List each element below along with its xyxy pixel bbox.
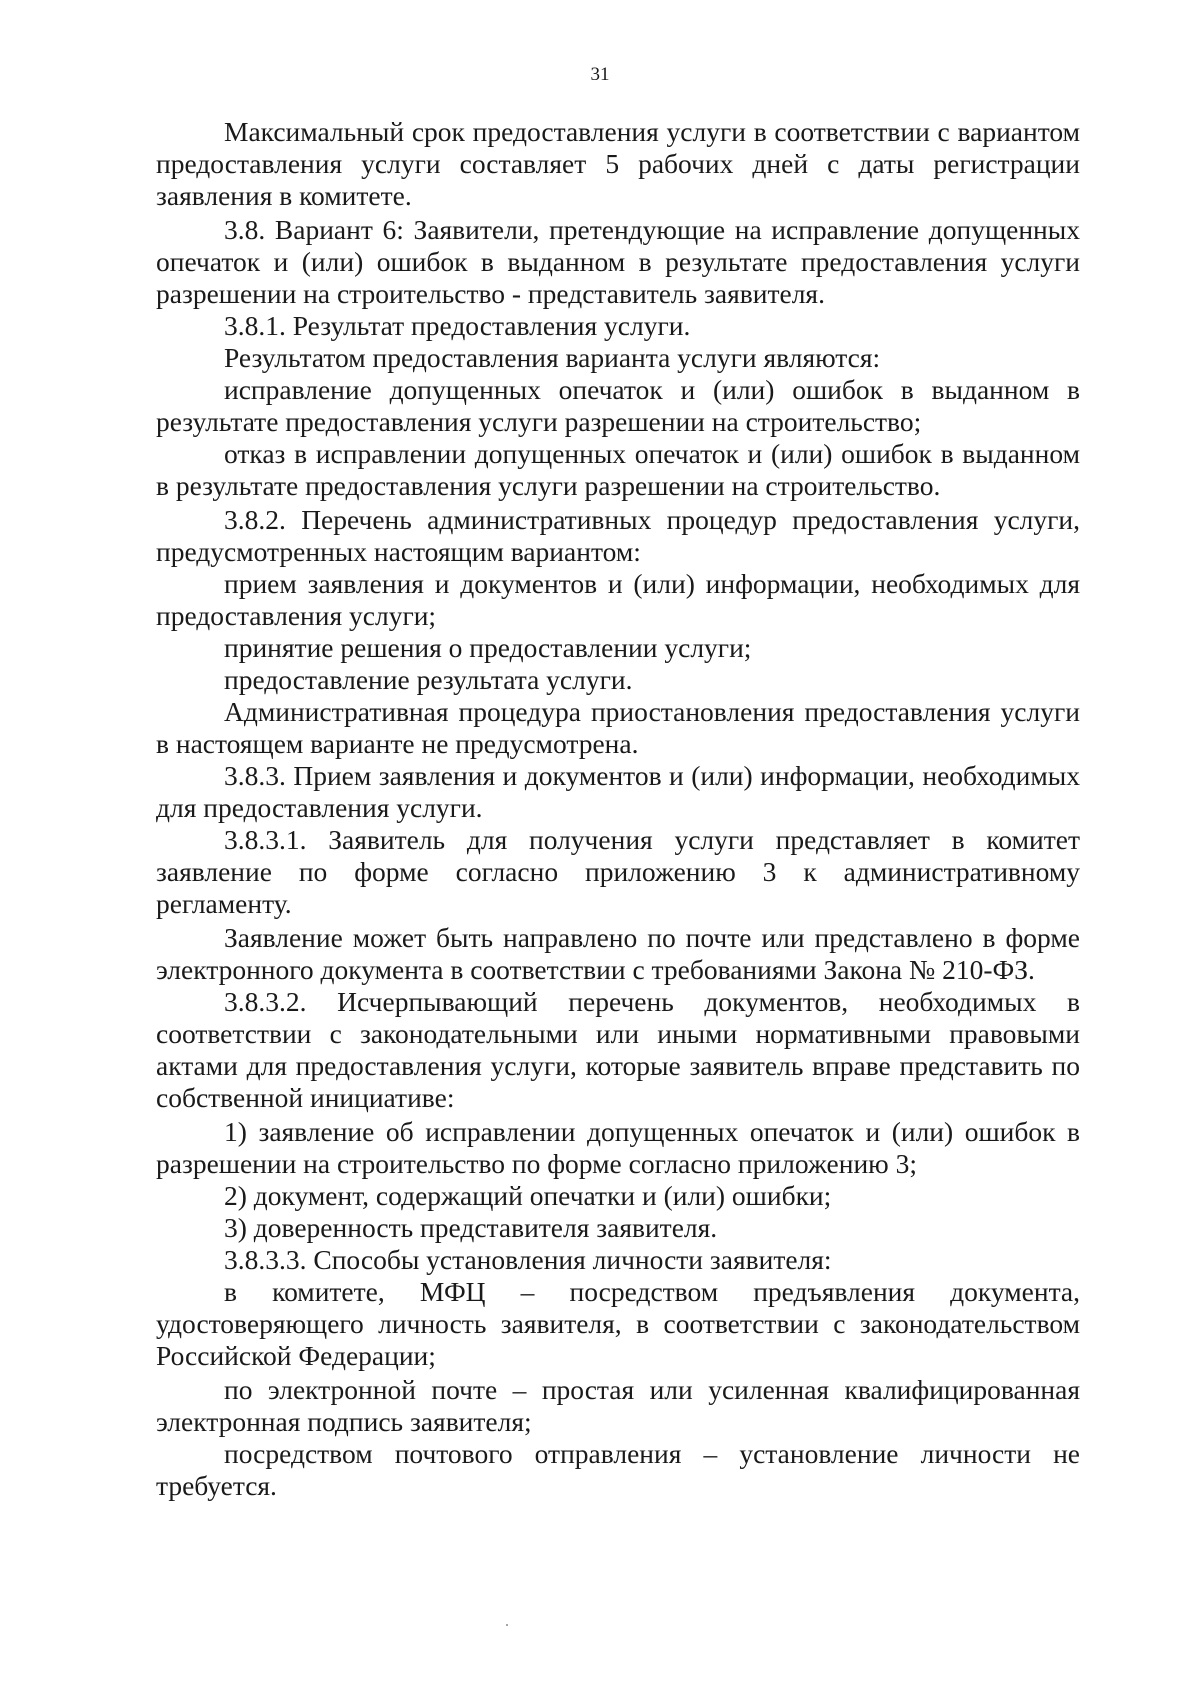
paragraph-max-term: Максимальный срок предоставления услуги в соответствии с вариантом предоставления услуги составляет 5 рабочих дней с даты регистрации заявления в комитете. xyxy=(156,116,1080,211)
paragraph-identity-email: по электронной почте – простая или усиленная квалифицированная электронная подпись заявителя; xyxy=(156,1374,1080,1437)
paragraph-submission-methods: Заявление может быть направлено по почте или представлено в форме электронного документа в соответствии с требованиями Закона № 210-ФЗ. xyxy=(156,922,1080,985)
paragraph-3-8-3-1: 3.8.3.1. Заявитель для получения услуги представляет в комитет заявление по форме согласно приложению 3 к административному регламенту. xyxy=(156,824,1080,919)
paragraph-3-8-3-heading: 3.8.3. Прием заявления и документов и (или) информации, необходимых для предоставления услуги. xyxy=(156,760,1080,823)
paragraph-doc-item-1: 1) заявление об исправлении допущенных опечаток и (или) ошибок в разрешении на строительство по форме согласно приложению 3; xyxy=(156,1116,1080,1179)
paragraph-identity-post: посредством почтового отправления – установление личности не требуется. xyxy=(156,1438,1080,1501)
scan-speck xyxy=(506,1624,508,1626)
page-number: 31 xyxy=(590,64,610,85)
paragraph-3-8-3-3-heading: 3.8.3.3. Способы установления личности заявителя: xyxy=(224,1244,832,1275)
paragraph-procedure-decision: принятие решения о предоставлении услуги; xyxy=(224,632,752,663)
document-body xyxy=(156,116,1080,1502)
paragraph-doc-item-2: 2) документ, содержащий опечатки и (или) ошибки; xyxy=(224,1180,832,1211)
paragraph-3-8-3-2: 3.8.3.2. Исчерпывающий перечень документов, необходимых в соответствии с законодательными или иными нормативными правовыми актами для предоставления услуги, которые заявитель вправе представить по собственной инициативе: xyxy=(156,986,1080,1113)
paragraph-result-correction: исправление допущенных опечаток и (или) ошибок в выданном в результате предоставления услуги разрешении на строительство; xyxy=(156,374,1080,437)
paragraph-procedure-reception: прием заявления и документов и (или) информации, необходимых для предоставления услуги; xyxy=(156,568,1080,631)
paragraph-result-refusal: отказ в исправлении допущенных опечаток и (или) ошибок в выданном в результате предоставления услуги разрешении на строительство. xyxy=(156,438,1080,501)
paragraph-3-8-2-heading: 3.8.2. Перечень административных процедур предоставления услуги, предусмотренных настоящим вариантом: xyxy=(156,504,1080,567)
paragraph-suspension: Административная процедура приостановления предоставления услуги в настоящем варианте не предусмотрена. xyxy=(156,696,1080,759)
paragraph-result-intro: Результатом предоставления варианта услуги являются: xyxy=(224,342,881,373)
paragraph-doc-item-3: 3) доверенность представителя заявителя. xyxy=(224,1212,718,1243)
paragraph-3-8-1-heading: 3.8.1. Результат предоставления услуги. xyxy=(224,310,691,341)
paragraph-procedure-result: предоставление результата услуги. xyxy=(224,664,633,695)
paragraph-identity-committee: в комитете, МФЦ – посредством предъявления документа, удостоверяющего личность заявителя, в соответствии с законодательством Российской Федерации; xyxy=(156,1276,1080,1371)
paragraph-variant-6: 3.8. Вариант 6: Заявители, претендующие на исправление допущенных опечаток и (или) ошибок в выданном в результате предоставления услуги разрешении на строительство - представитель заявителя. xyxy=(156,214,1080,309)
